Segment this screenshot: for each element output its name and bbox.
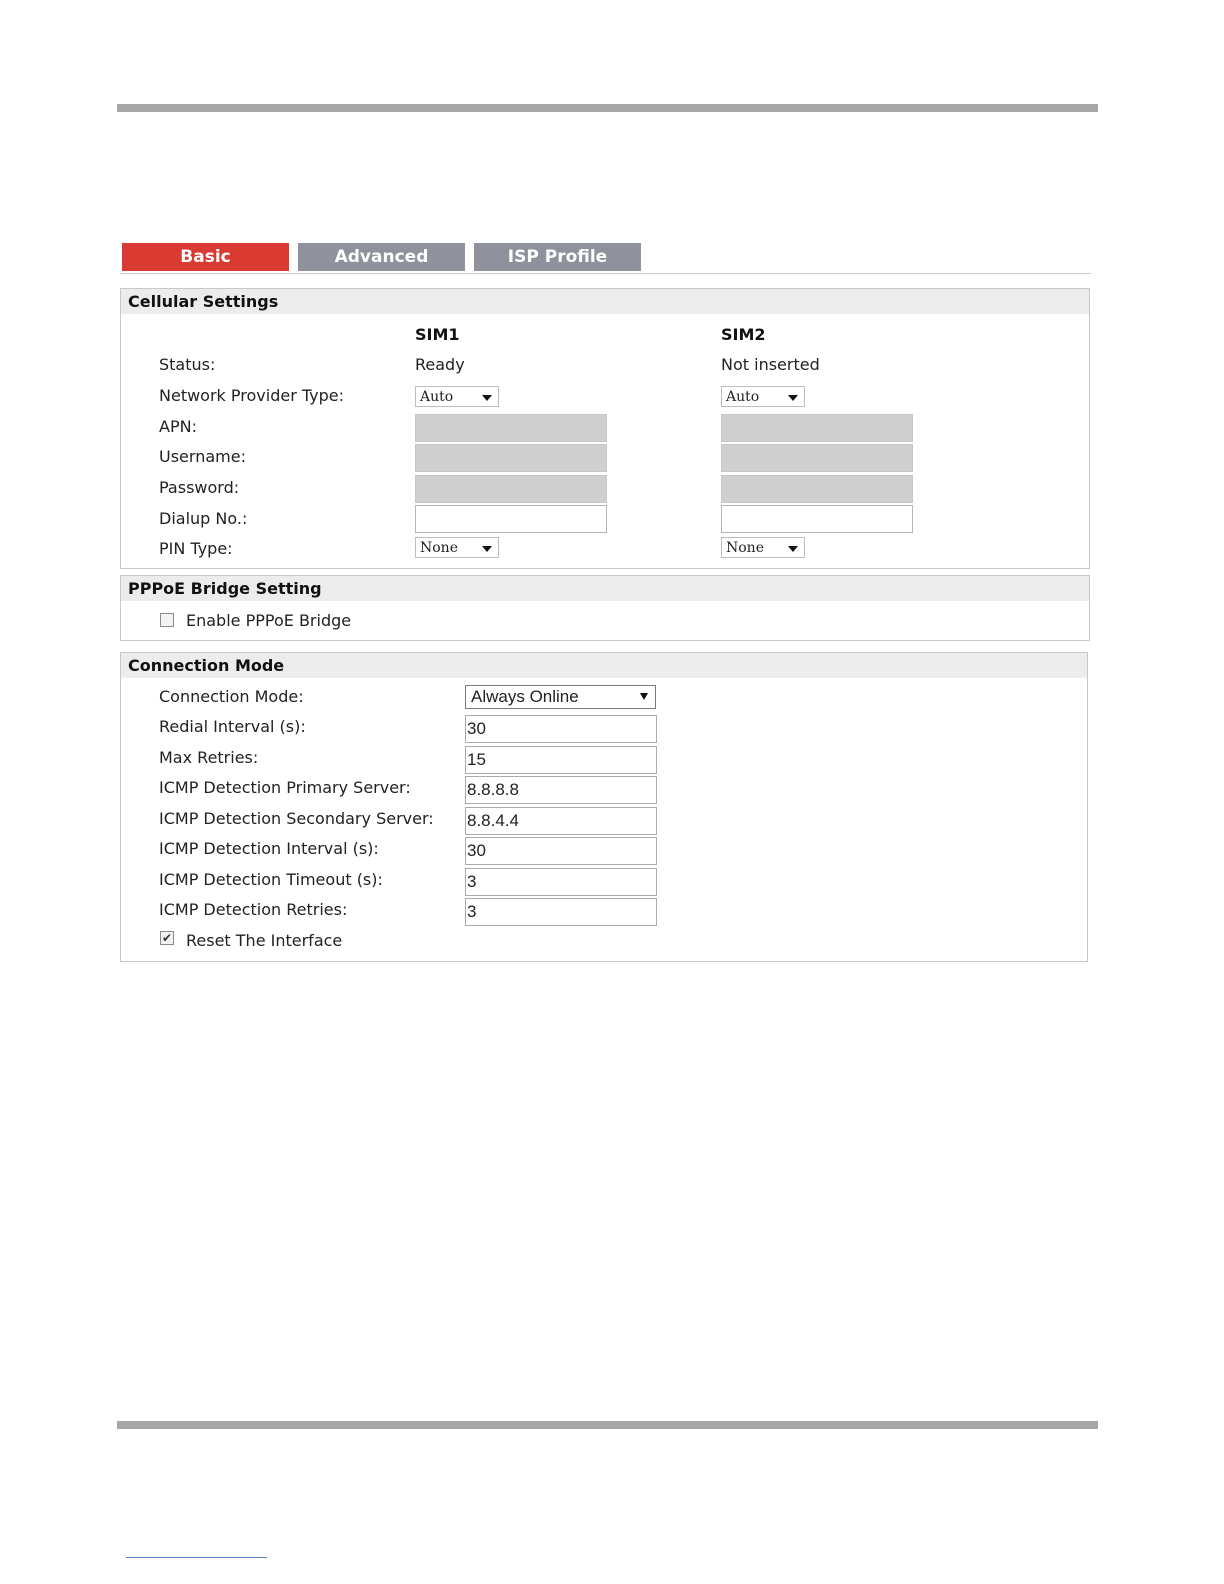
chevron-down-icon — [482, 395, 492, 401]
sim2-provider-select[interactable] — [721, 386, 805, 407]
section-title: Cellular Settings — [121, 289, 1089, 314]
redial-interval-input[interactable]: 30 — [465, 715, 657, 743]
password-label: Password: — [159, 478, 240, 497]
icmp-secondary-input[interactable]: 8.8.4.4 — [465, 807, 657, 835]
sim1-apn-input[interactable] — [415, 414, 607, 442]
checkmark-icon: ✔ — [161, 931, 173, 945]
pin-type-label: PIN Type: — [159, 539, 233, 558]
apn-label: APN: — [159, 417, 197, 436]
icmp-retries-input[interactable]: 3 — [465, 898, 657, 926]
chevron-down-icon — [788, 395, 798, 401]
sim1-provider-value: Auto — [420, 389, 454, 405]
icmp-primary-input[interactable]: 8.8.8.8 — [465, 776, 657, 804]
icmp-timeout-input[interactable]: 3 — [465, 868, 657, 896]
max-retries-label: Max Retries: — [159, 748, 259, 767]
enable-pppoe-label: Enable PPPoE Bridge — [186, 611, 352, 630]
sim2-dialup-input[interactable] — [721, 505, 913, 533]
sim1-username-input[interactable] — [415, 444, 607, 472]
connection-mode-section — [120, 652, 1088, 962]
tab-advanced[interactable]: Advanced — [298, 243, 465, 271]
provider-label: Network Provider Type: — [159, 386, 344, 405]
sim1-password-input[interactable] — [415, 475, 607, 503]
reset-interface-checkbox[interactable] — [160, 931, 174, 945]
tab-isp-profile[interactable]: ISP Profile — [474, 243, 641, 271]
section-title: Connection Mode — [121, 653, 1087, 678]
dialup-label: Dialup No.: — [159, 509, 248, 528]
tab-basic[interactable]: Basic — [122, 243, 289, 271]
reset-interface-label: Reset The Interface — [186, 931, 343, 950]
max-retries-input[interactable]: 15 — [465, 746, 657, 774]
pppoe-bridge-section — [120, 575, 1090, 641]
sim2-status: Not inserted — [721, 355, 820, 374]
connection-mode-value: Always Online — [471, 687, 579, 706]
icmp-interval-label: ICMP Detection Interval (s): — [159, 839, 379, 858]
sim2-pin-value: None — [726, 540, 764, 556]
section-title: PPPoE Bridge Setting — [121, 576, 1089, 601]
icmp-retries-label: ICMP Detection Retries: — [159, 900, 348, 919]
footer-link-underline — [126, 1557, 267, 1558]
icmp-secondary-label: ICMP Detection Secondary Server: — [159, 809, 434, 828]
chevron-down-icon — [482, 546, 492, 552]
sim1-pin-select[interactable] — [415, 537, 499, 558]
icmp-timeout-label: ICMP Detection Timeout (s): — [159, 870, 383, 889]
sim2-apn-input[interactable] — [721, 414, 913, 442]
username-label: Username: — [159, 447, 246, 466]
footer-rule — [117, 1421, 1098, 1429]
sim2-pin-select[interactable] — [721, 537, 805, 558]
chevron-down-icon — [640, 693, 648, 700]
sim2-provider-value: Auto — [726, 389, 760, 405]
icmp-interval-input[interactable]: 30 — [465, 837, 657, 865]
sim1-header: SIM1 — [415, 325, 460, 344]
connection-mode-label: Connection Mode: — [159, 687, 304, 706]
sim2-password-input[interactable] — [721, 475, 913, 503]
sim2-username-input[interactable] — [721, 444, 913, 472]
redial-interval-label: Redial Interval (s): — [159, 717, 306, 736]
icmp-primary-label: ICMP Detection Primary Server: — [159, 778, 411, 797]
chevron-down-icon — [788, 546, 798, 552]
cellular-settings-section — [120, 288, 1090, 569]
sim1-status: Ready — [415, 355, 465, 374]
enable-pppoe-checkbox[interactable] — [160, 613, 174, 627]
tab-divider — [120, 273, 1091, 274]
sim2-header: SIM2 — [721, 325, 766, 344]
status-label: Status: — [159, 355, 216, 374]
header-rule — [117, 104, 1098, 112]
sim1-pin-value: None — [420, 540, 458, 556]
sim1-provider-select[interactable] — [415, 386, 499, 407]
connection-mode-select[interactable] — [465, 685, 656, 709]
sim1-dialup-input[interactable] — [415, 505, 607, 533]
